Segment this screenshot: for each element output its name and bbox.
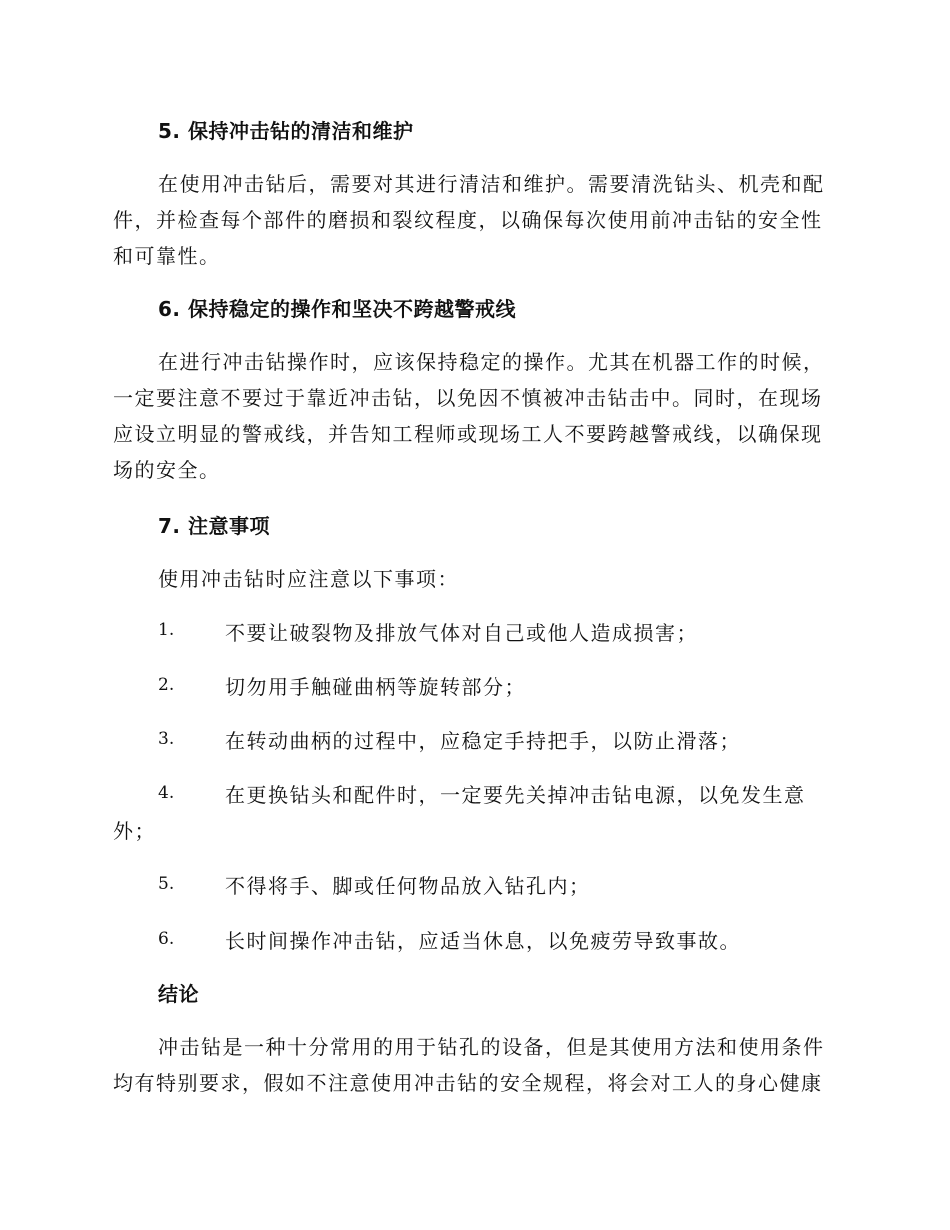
list-item: 长时间操作冲击钻，应适当休息，以免疲劳导致事故。 (225, 929, 741, 953)
list-item-number: 1. (158, 620, 175, 640)
paragraph-line: 和可靠性。 (113, 244, 221, 268)
paragraph-line: 件，并检查每个部件的磨损和裂纹程度，以确保每次使用前冲击钻的安全性 (113, 208, 823, 232)
list-item-number: 6. (158, 929, 175, 949)
paragraph-line: 应设立明显的警戒线，并告知工程师或现场工人不要跨越警戒线，以确保现 (113, 422, 823, 446)
list-item: 切勿用手触碰曲柄等旋转部分； (225, 675, 526, 699)
section-heading-5: 5. 保持冲击钻的清洁和维护 (158, 119, 414, 143)
list-item: 不要让破裂物及排放气体对自己或他人造成损害； (225, 621, 698, 645)
paragraph-line: 在进行冲击钻操作时，应该保持稳定的操作。尤其在机器工作的时候， (158, 350, 825, 374)
list-item-continuation: 外； (113, 819, 156, 843)
list-item-number: 3. (158, 729, 175, 749)
conclusion-heading: 结论 (158, 982, 199, 1006)
list-item: 在更换钻头和配件时，一定要先关掉冲击钻电源，以免发生意 (225, 783, 806, 807)
paragraph-line: 场的安全。 (113, 458, 221, 482)
paragraph-line: 冲击钻是一种十分常用的用于钻孔的设备，但是其使用方法和使用条件 (158, 1035, 825, 1059)
paragraph-line: 均有特别要求，假如不注意使用冲击钻的安全规程，将会对工人的身心健康 (113, 1071, 823, 1095)
list-intro: 使用冲击钻时应注意以下事项： (158, 567, 459, 591)
list-item-number: 5. (158, 874, 175, 894)
paragraph-line: 一定要注意不要过于靠近冲击钻，以免因不慎被冲击钻击中。同时，在现场 (113, 386, 823, 410)
list-item-number: 4. (158, 783, 175, 803)
list-item: 不得将手、脚或任何物品放入钻孔内； (225, 874, 591, 898)
list-item-number: 2. (158, 675, 175, 695)
section-heading-7: 7. 注意事项 (158, 514, 270, 538)
list-item: 在转动曲柄的过程中，应稳定手持把手，以防止滑落； (225, 729, 741, 753)
section-heading-6: 6. 保持稳定的操作和坚决不跨越警戒线 (158, 297, 516, 321)
paragraph-line: 在使用冲击钻后，需要对其进行清洁和维护。需要清洗钻头、机壳和配 (158, 172, 825, 196)
